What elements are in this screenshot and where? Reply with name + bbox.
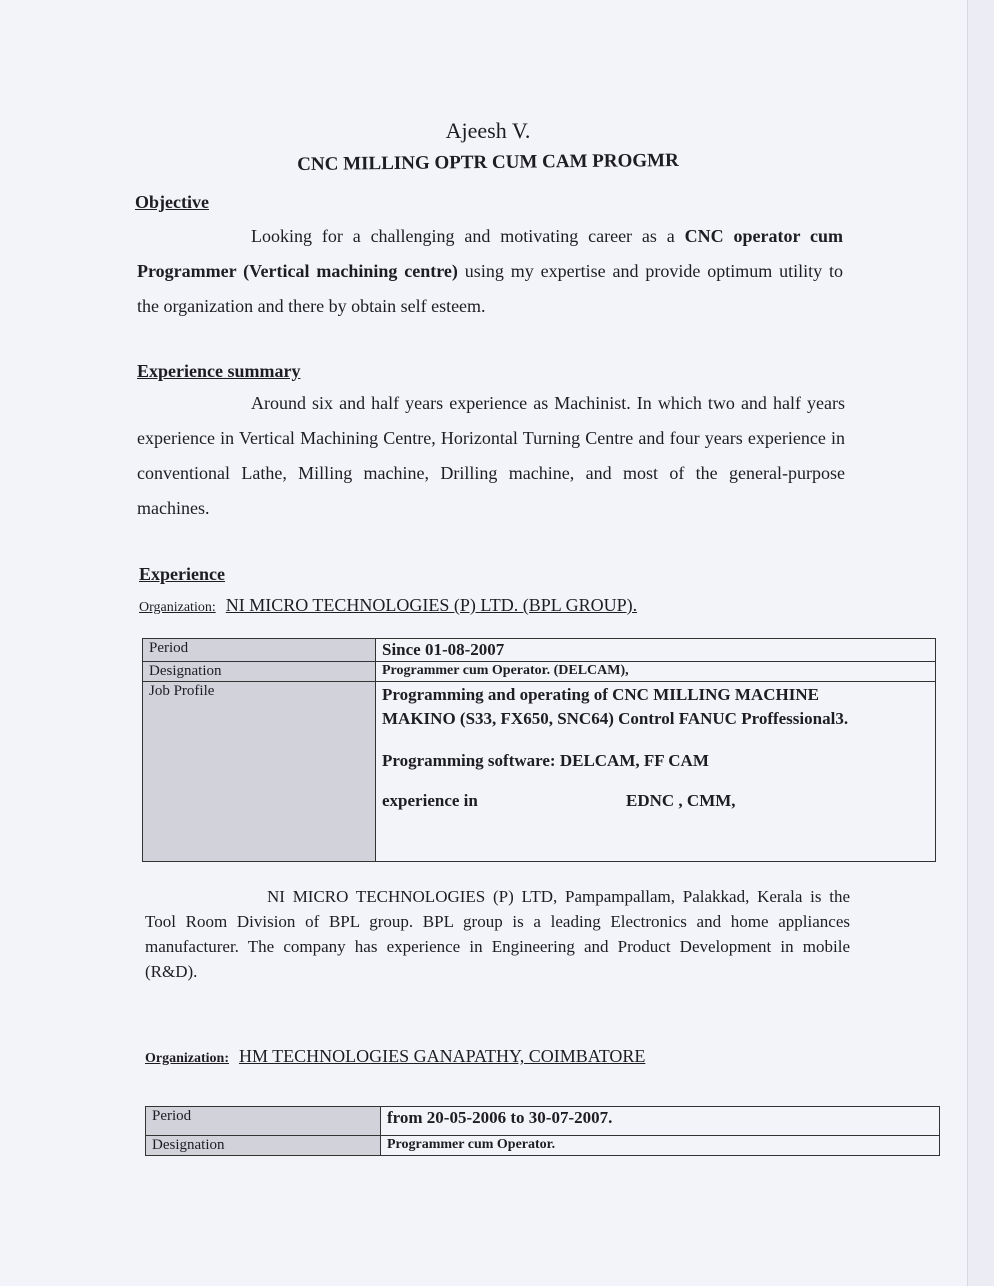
org2-designation-value: Programmer cum Operator. [381,1136,940,1156]
job-profile-line-2: MAKINO (S33, FX650, SNC64) Control FANUC Proffessional3. [382,709,849,728]
period-value: Since 01-08-2007 [376,639,936,662]
organization-1 [139,595,637,616]
experience-in-label: experience in [382,791,478,810]
designation-label: Designation [143,662,376,682]
organization-1-table [142,638,936,862]
candidate-role: CNC MILLING OPTR CUM CAM PROGMR [297,150,679,175]
candidate-name: Ajeesh V. [445,118,531,143]
designation-value: Programmer cum Operator. (DELCAM), [376,662,936,682]
org2-period-label: Period [146,1107,381,1136]
org2-period-value: from 20-05-2006 to 30-07-2007. [381,1107,940,1136]
scan-edge [967,0,994,1286]
organization-2-label: Organization: [145,1051,229,1066]
experience-summary-heading: Experience summary [137,361,301,381]
organization-1-name: NI MICRO TECHNOLOGIES (P) LTD. (BPL GROUP). [225,595,638,615]
period-label: Period [143,639,376,662]
organization-1-label: Organization: [139,600,216,615]
job-profile-label: Job Profile [143,682,376,862]
experience-in-value: EDNC , CMM, [626,791,736,810]
organization-2-table [145,1106,940,1156]
job-profile-line-1: Programming and operating of CNC MILLING MACHINE [382,685,819,704]
job-profile-value [376,682,936,862]
objective-heading: Objective [135,192,209,212]
organization-2-name: HM TECHNOLOGIES GANAPATHY, COIMBATORE [239,1046,646,1066]
organization-2 [145,1046,645,1067]
organization-1-description: NI MICRO TECHNOLOGIES (P) LTD, Pampampallam, Palakkad, Kerala is the Tool Room Division of BPL group. BPL group is a leading Electronics and home appliances manufacturer. The company has experience in Engineering and Product Development in mobile (R&D). [145,887,850,981]
programming-software: Programming software: DELCAM, FF CAM [382,751,709,770]
experience-heading: Experience [139,564,225,584]
experience-summary-text: Around six and half years experience as Machinist. In which two and half years experience in Vertical Machining Centre, Horizontal Turning Centre and four years experience in conventional Lathe, Milling machine, Drilling machine, and most of the general-purpose machines. [137,393,845,518]
org2-designation-label: Designation [146,1136,381,1156]
experience-in-row [382,791,929,811]
objective-text: Looking for a challenging and motivating career as a CNC operator cum Programmer (Vertical machining centre) using my expertise and provide optimum utility to the organization and there by obtain self esteem. [137,226,844,316]
